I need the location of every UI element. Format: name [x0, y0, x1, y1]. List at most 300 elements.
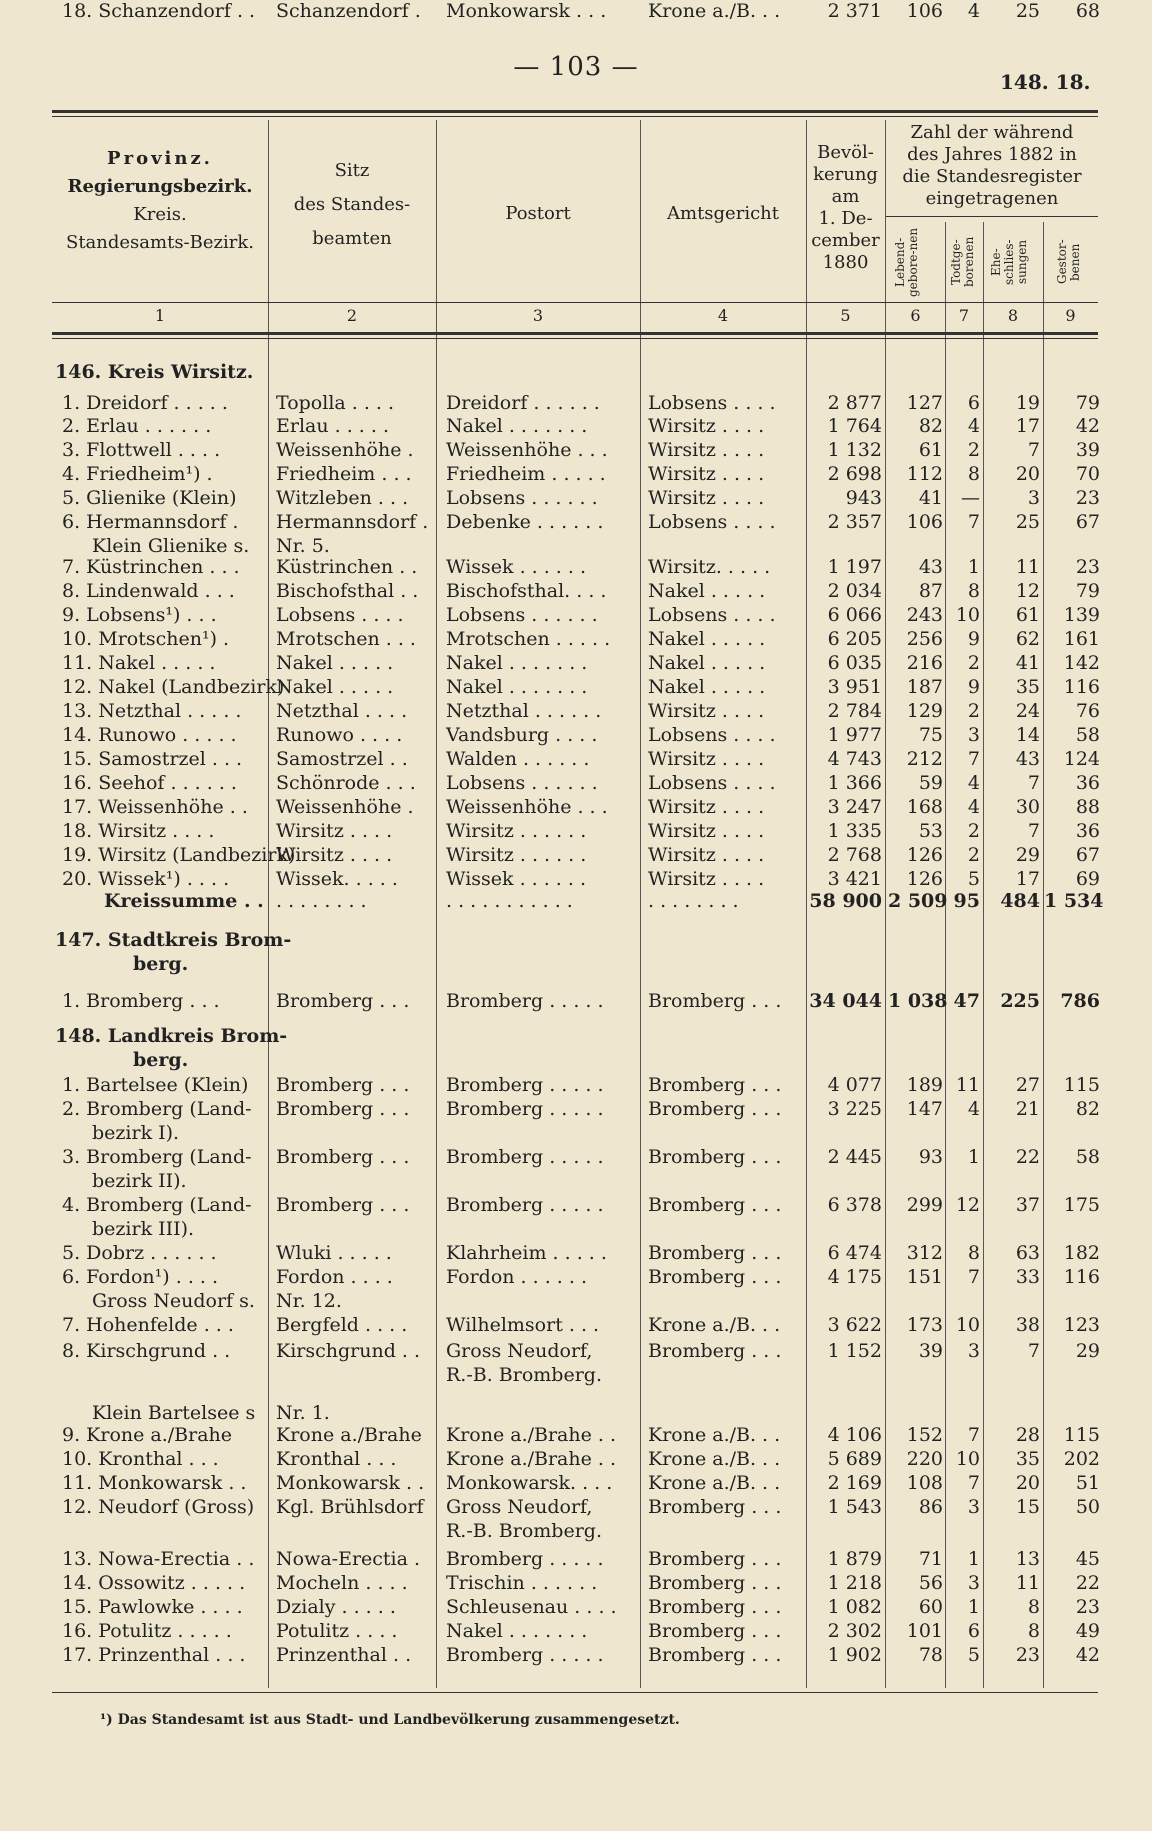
cell-name: 13. Netzthal . . . . .	[62, 700, 242, 722]
cell-tod: 3	[967, 724, 980, 746]
cell-sitz: Schönrode . . .	[276, 772, 416, 794]
cell-bev: 6 378	[827, 1194, 882, 1216]
cell-sitz: Wirsitz . . . .	[276, 844, 393, 866]
cell-leb: 60	[918, 1596, 943, 1618]
cell-sitz: . . . . . . . .	[276, 890, 367, 912]
cell-postort: Gross Neudorf,	[446, 1496, 593, 1518]
header-sitz-line: Sitz	[334, 160, 370, 181]
header-group-line: eingetragenen	[925, 188, 1059, 209]
cell-leb: 151	[906, 1266, 943, 1288]
cell-gest: 115	[1063, 1424, 1100, 1446]
cell-sitz: Lobsens . . . .	[276, 604, 404, 626]
cell-postort: Bischofsthal. . . .	[446, 580, 607, 602]
cell-sitz: Monkowarsk . .	[276, 1472, 425, 1494]
cell-name: 3. Flottwell . . . .	[62, 439, 221, 461]
cell-amt: Bromberg . . .	[648, 1074, 782, 1096]
cell-tod: 9	[967, 676, 980, 698]
cell-ehe: 13	[1015, 1548, 1040, 1570]
table-row	[0, 748, 1152, 770]
cell-bev: 1 543	[827, 1496, 882, 1518]
cell-tod: 2	[967, 820, 980, 842]
cell-tod: 7	[967, 511, 980, 533]
cell-amt: Bromberg . . .	[648, 1098, 782, 1120]
cell-sitz: Nakel . . . . .	[276, 652, 394, 674]
table-row	[0, 1644, 1152, 1666]
cell-postort: Mrotschen . . . . .	[446, 628, 611, 650]
cell-amt: Wirsitz . . . .	[648, 463, 765, 485]
cell-ehe: 37	[1015, 1194, 1040, 1216]
cell-gest: 42	[1075, 415, 1100, 437]
cell-name: 2. Erlau . . . . . .	[62, 415, 212, 437]
header-bev-line: 1880	[822, 252, 869, 273]
header-sitz	[268, 160, 436, 250]
section-title	[55, 360, 253, 384]
table-bottom-rule	[52, 1692, 1098, 1693]
cell-postort: Netzthal . . . . . .	[446, 700, 602, 722]
table-row	[0, 1290, 1152, 1312]
cell-name: 14. Ossowitz . . . . .	[62, 1572, 246, 1594]
cell-ehe: 24	[1015, 700, 1040, 722]
cell-tod: 4	[967, 772, 980, 794]
cell-name: Gross Neudorf s.	[92, 1290, 255, 1312]
column-number: 8	[1007, 306, 1019, 325]
cell-amt: Nakel . . . . .	[648, 652, 766, 674]
cell-postort: Trischin . . . . . .	[446, 1572, 598, 1594]
header-sitz-line: des Standes-	[293, 194, 411, 215]
header-provinz	[52, 148, 268, 254]
cell-amt: Bromberg . . .	[648, 990, 782, 1012]
cell-ehe: 20	[1015, 1472, 1040, 1494]
cell-gest: 82	[1075, 1098, 1100, 1120]
cell-gest: 88	[1075, 796, 1100, 818]
cell-postort: Bromberg . . . . .	[446, 1098, 604, 1120]
cell-sitz: Topolla . . . .	[276, 392, 395, 414]
header-bevoelkerung	[806, 142, 885, 274]
cell-bev: 6 474	[827, 1242, 882, 1264]
cell-sitz: Wissek. . . . .	[276, 868, 398, 890]
cell-tod: 2	[967, 439, 980, 461]
cell-sitz: Kgl. Brühlsdorf	[276, 1496, 424, 1518]
table-row	[0, 1146, 1152, 1168]
cell-name: 11. Nakel . . . . .	[62, 652, 216, 674]
cell-ehe: 15	[1015, 1496, 1040, 1518]
cell-ehe: 25	[1015, 0, 1040, 22]
cell-tod: 10	[955, 1448, 980, 1470]
table-row	[0, 700, 1152, 722]
cell-amt: Bromberg . . .	[648, 1496, 782, 1518]
cell-gest: 116	[1063, 676, 1100, 698]
cell-bev: 4 743	[827, 748, 882, 770]
cell-tod: 6	[967, 1620, 980, 1642]
cell-tod: —	[961, 487, 980, 509]
section-title-line: 147. Stadtkreis Brom-	[55, 929, 292, 951]
cell-amt: . . . . . . . .	[648, 890, 739, 912]
cell-name: Klein Bartelsee s	[92, 1402, 256, 1424]
cell-ehe: 41	[1015, 652, 1040, 674]
cell-leb: 216	[906, 652, 943, 674]
cell-postort: Nakel . . . . . . .	[446, 676, 588, 698]
cell-leb: 53	[918, 820, 943, 842]
cell-ehe: 8	[1027, 1596, 1040, 1618]
cell-name: 2. Bromberg (Land-	[62, 1098, 252, 1120]
cell-leb: 71	[918, 1548, 943, 1570]
header-bev-line: Bevöl-	[817, 142, 874, 163]
table-row	[0, 1170, 1152, 1192]
cell-leb: 39	[918, 1340, 943, 1362]
cell-bev: 1 132	[827, 439, 882, 461]
cell-bev: 4 175	[827, 1266, 882, 1288]
table-row	[0, 1218, 1152, 1240]
table-row	[0, 1572, 1152, 1594]
section-title-line: 146. Kreis Wirsitz.	[55, 361, 254, 383]
cell-leb: 212	[906, 748, 943, 770]
cell-bev: 6 035	[827, 652, 882, 674]
cell-postort: Bromberg . . . . .	[446, 1146, 604, 1168]
cell-sitz: Nr. 12.	[276, 1290, 342, 1312]
cell-postort: Bromberg . . . . .	[446, 1644, 604, 1666]
cell-postort: Klahrheim . . . . .	[446, 1242, 607, 1264]
group-rule	[886, 216, 1098, 217]
cell-tod: 8	[967, 1242, 980, 1264]
page-number: — 103 —	[513, 52, 639, 82]
section-title-line: 148. Landkreis Brom-	[55, 1025, 288, 1047]
cell-name: bezirk II).	[92, 1170, 187, 1192]
cell-name: 12. Nakel (Landbezirk)	[62, 676, 285, 698]
cell-ehe: 14	[1015, 724, 1040, 746]
header-zahl-group	[886, 122, 1098, 210]
cell-gest: 115	[1063, 1074, 1100, 1096]
cell-gest: 39	[1075, 439, 1100, 461]
cell-amt: Krone a./B. . .	[648, 1314, 781, 1336]
cell-ehe: 35	[1015, 1448, 1040, 1470]
cell-gest: 161	[1063, 628, 1100, 650]
cell-tod: 1	[967, 1548, 980, 1570]
cell-leb: 152	[906, 1424, 943, 1446]
cell-name: 5. Dobrz . . . . . .	[62, 1242, 217, 1264]
cell-postort: Bromberg . . . . .	[446, 990, 604, 1012]
header-bottom-rule	[52, 332, 1098, 335]
cell-bev: 2 169	[827, 1472, 882, 1494]
cell-ehe: 20	[1015, 463, 1040, 485]
header-amtsgericht: Amtsgericht	[667, 203, 779, 224]
cell-postort: . . . . . . . . . . .	[446, 890, 573, 912]
header-lebendgeborenen: Lebend-gebore-nen	[893, 227, 920, 297]
cell-amt: Lobsens . . . .	[648, 772, 776, 794]
table-row	[0, 604, 1152, 626]
cell-sitz: Erlau . . . . .	[276, 415, 389, 437]
cell-gest: 68	[1075, 0, 1100, 22]
cell-leb: 147	[906, 1098, 943, 1120]
cell-sitz: Mocheln . . . .	[276, 1572, 408, 1594]
cell-postort: Wirsitz . . . . . .	[446, 844, 587, 866]
cell-name: 7. Hohenfelde . . .	[62, 1314, 234, 1336]
cell-amt: Wirsitz . . . .	[648, 868, 765, 890]
table-row	[0, 1098, 1152, 1120]
header-gestorbenen: Gestor-benen	[1055, 239, 1082, 285]
cell-postort: Bromberg . . . . .	[446, 1194, 604, 1216]
cell-name: 15. Pawlowke . . . .	[62, 1596, 243, 1618]
cell-gest: 51	[1075, 1472, 1100, 1494]
cell-bev: 2 357	[827, 511, 882, 533]
cell-gest: 79	[1075, 392, 1100, 414]
cell-tod: 5	[967, 868, 980, 890]
cell-postort: Krone a./Brahe . .	[446, 1448, 617, 1470]
cell-name: 20. Wissek¹) . . . .	[62, 868, 230, 890]
cell-leb: 108	[906, 1472, 943, 1494]
cell-sitz: Weissenhöhe .	[276, 439, 414, 461]
cell-sitz: Potulitz . . . .	[276, 1620, 398, 1642]
cell-sitz: Friedheim . . .	[276, 463, 412, 485]
cell-name: 11. Monkowarsk . .	[62, 1472, 247, 1494]
cell-bev: 2 877	[827, 392, 882, 414]
cell-leb: 41	[918, 487, 943, 509]
cell-ehe: 12	[1015, 580, 1040, 602]
cell-leb: 59	[918, 772, 943, 794]
cell-gest: 22	[1075, 1572, 1100, 1594]
cell-postort: Weissenhöhe . . .	[446, 796, 608, 818]
cell-leb: 126	[906, 844, 943, 866]
cell-leb: 56	[918, 1572, 943, 1594]
cell-amt: Wirsitz . . . .	[648, 820, 765, 842]
cell-name: 14. Runowo . . . . .	[62, 724, 237, 746]
cell-ehe: 23	[1015, 1644, 1040, 1666]
cell-name: 5. Glienike (Klein)	[62, 487, 237, 509]
cell-tod: 5	[967, 1644, 980, 1666]
column-number: 6	[910, 306, 921, 325]
section-title	[55, 928, 291, 976]
cell-leb: 75	[918, 724, 943, 746]
table-row	[0, 1424, 1152, 1446]
cell-postort: Lobsens . . . . . .	[446, 487, 598, 509]
cell-name: bezirk III).	[92, 1218, 195, 1240]
cell-name: 9. Krone a./Brahe	[62, 1424, 233, 1446]
cell-ehe: 7	[1027, 820, 1040, 842]
cell-name: Kreissumme . .	[104, 890, 264, 912]
table-row	[0, 1596, 1152, 1618]
footnote: ¹) Das Standesamt ist aus Stadt- und Landbevölkerung zusammengesetzt.	[100, 1712, 680, 1728]
table-row	[0, 844, 1152, 866]
table-row	[0, 772, 1152, 794]
cell-amt: Lobsens . . . .	[648, 392, 776, 414]
cell-name: 7. Küstrinchen . . .	[62, 556, 240, 578]
cell-sitz: Netzthal . . . .	[276, 700, 408, 722]
table-row	[0, 1520, 1152, 1542]
cell-gest: 67	[1075, 511, 1100, 533]
cell-bev: 2 302	[827, 1620, 882, 1642]
cell-postort: Bromberg . . . . .	[446, 1074, 604, 1096]
column-number: 9	[1065, 306, 1076, 325]
cell-sitz: Küstrinchen . .	[276, 556, 418, 578]
cell-amt: Wirsitz . . . .	[648, 700, 765, 722]
cell-leb: 43	[918, 556, 943, 578]
cell-leb: 187	[906, 676, 943, 698]
table-row	[0, 1620, 1152, 1642]
cell-tod: 95	[953, 890, 980, 912]
cell-leb: 78	[918, 1644, 943, 1666]
header-group-line: des Jahres 1882 in	[907, 144, 1077, 165]
cell-name: 6. Hermannsdorf .	[62, 511, 239, 533]
cell-postort: Nakel . . . . . . .	[446, 415, 588, 437]
cell-name: 13. Nowa-Erectia . .	[62, 1548, 255, 1570]
cell-sitz: Bromberg . . .	[276, 1098, 410, 1120]
cell-bev: 3 951	[827, 676, 882, 698]
header-rule	[52, 302, 1098, 303]
column-number: 2	[346, 306, 358, 325]
cell-sitz: Wluki . . . . .	[276, 1242, 392, 1264]
cell-postort: Debenke . . . . . .	[446, 511, 604, 533]
cell-bev: 1 977	[827, 724, 882, 746]
cell-sitz: Schanzendorf .	[276, 0, 421, 22]
section-title-line: berg.	[133, 953, 189, 975]
top-rule	[52, 110, 1098, 113]
cell-name: 19. Wirsitz (Landbezirk)	[62, 844, 296, 866]
cell-bev: 1 764	[827, 415, 882, 437]
cell-postort: Friedheim . . . . .	[446, 463, 606, 485]
cell-leb: 312	[906, 1242, 943, 1264]
table-row	[0, 676, 1152, 698]
cell-amt: Bromberg . . .	[648, 1266, 782, 1288]
table-row	[0, 1364, 1152, 1386]
cell-postort: Monkowarsk. . . .	[446, 1472, 613, 1494]
cell-tod: 8	[967, 463, 980, 485]
cell-name: 17. Weissenhöhe . .	[62, 796, 248, 818]
cell-ehe: 17	[1015, 415, 1040, 437]
cell-amt: Bromberg . . .	[648, 1146, 782, 1168]
cell-gest: 139	[1063, 604, 1100, 626]
cell-postort: Lobsens . . . . . .	[446, 772, 598, 794]
cell-postort: Wilhelmsort . . .	[446, 1314, 600, 1336]
cell-gest: 67	[1075, 844, 1100, 866]
cell-name: 10. Mrotschen¹) .	[62, 628, 230, 650]
cell-postort: Krone a./Brahe . .	[446, 1424, 617, 1446]
cell-amt: Bromberg . . .	[648, 1242, 782, 1264]
cell-gest: 182	[1063, 1242, 1100, 1264]
cell-gest: 123	[1063, 1314, 1100, 1336]
cell-bev: 3 225	[827, 1098, 882, 1120]
cell-sitz: Prinzenthal . .	[276, 1644, 412, 1666]
cell-ehe: 35	[1015, 676, 1040, 698]
cell-amt: Krone a./B. . .	[648, 1472, 781, 1494]
cell-ehe: 3	[1027, 487, 1040, 509]
cell-postort: Bromberg . . . . .	[446, 1548, 604, 1570]
cell-sitz: Nowa-Erectia .	[276, 1548, 421, 1570]
cell-bev: 6 066	[827, 604, 882, 626]
cell-gest: 58	[1075, 724, 1100, 746]
cell-ehe: 7	[1027, 1340, 1040, 1362]
cell-name: 6. Fordon¹) . . . .	[62, 1266, 219, 1288]
cell-ehe: 25	[1015, 511, 1040, 533]
cell-sitz: Nr. 5.	[276, 535, 330, 557]
header-standesamt-line: Standesamts-Bezirk.	[65, 232, 254, 253]
cell-tod: 47	[953, 990, 980, 1012]
cell-sitz: Samostrzel . .	[276, 748, 408, 770]
cell-amt: Nakel . . . . .	[648, 580, 766, 602]
cell-ehe: 28	[1015, 1424, 1040, 1446]
cell-amt: Nakel . . . . .	[648, 628, 766, 650]
cell-bev: 3 421	[827, 868, 882, 890]
cell-bev: 4 077	[827, 1074, 882, 1096]
cell-name: 17. Prinzenthal . . .	[62, 1644, 246, 1666]
header-group-line: die Standesregister	[902, 166, 1082, 187]
cell-name: Klein Glienike s.	[92, 535, 250, 557]
cell-name: 9. Lobsens¹) . . .	[62, 604, 217, 626]
cell-ehe: 225	[1000, 990, 1040, 1012]
header-bev-line: cember	[811, 230, 880, 251]
cell-gest: 76	[1075, 700, 1100, 722]
cell-amt: Bromberg . . .	[648, 1548, 782, 1570]
cell-gest: 50	[1075, 1496, 1100, 1518]
cell-sitz: Dzialy . . . . .	[276, 1596, 396, 1618]
cell-postort: Walden . . . . . .	[446, 748, 590, 770]
cell-bev: 58 900	[809, 890, 882, 912]
cell-ehe: 17	[1015, 868, 1040, 890]
cell-name: 16. Seehof . . . . . .	[62, 772, 237, 794]
cell-leb: 106	[906, 0, 943, 22]
cell-bev: 1 082	[827, 1596, 882, 1618]
cell-ehe: 11	[1015, 1572, 1040, 1594]
cell-name: 18. Wirsitz . . . .	[62, 820, 215, 842]
column-number: 3	[532, 306, 544, 325]
table-row	[0, 1074, 1152, 1096]
cell-bev: 1 197	[827, 556, 882, 578]
cell-ehe: 11	[1015, 556, 1040, 578]
cell-bev: 34 044	[809, 990, 882, 1012]
cell-tod: 1	[967, 1146, 980, 1168]
table-row	[0, 580, 1152, 602]
cell-tod: 7	[967, 748, 980, 770]
cell-gest: 42	[1075, 1644, 1100, 1666]
cell-ehe: 30	[1015, 796, 1040, 818]
cell-leb: 61	[918, 439, 943, 461]
cell-sitz: Weissenhöhe .	[276, 796, 414, 818]
table-row	[0, 796, 1152, 818]
cell-name: 10. Kronthal . . .	[62, 1448, 219, 1470]
cell-amt: Bromberg . . .	[648, 1644, 782, 1666]
cell-name: 1. Bromberg . . .	[62, 990, 220, 1012]
cell-ehe: 7	[1027, 772, 1040, 794]
cell-amt: Krone a./B. . .	[648, 1448, 781, 1470]
cell-sitz: Nakel . . . . .	[276, 676, 394, 698]
cell-amt: Wirsitz . . . .	[648, 796, 765, 818]
cell-tod: 1	[967, 556, 980, 578]
cell-bev: 4 106	[827, 1424, 882, 1446]
table-row	[0, 392, 1152, 414]
cell-sitz: Hermannsdorf .	[276, 511, 429, 533]
table-row	[0, 868, 1152, 890]
table-row	[0, 1314, 1152, 1336]
header-group-line: Zahl der während	[910, 122, 1074, 143]
header-sitz-line: beamten	[312, 228, 392, 249]
table-row	[0, 0, 1152, 22]
table-row	[0, 990, 1152, 1012]
cell-leb: 112	[906, 463, 943, 485]
cell-leb: 173	[906, 1314, 943, 1336]
cell-bev: 2 784	[827, 700, 882, 722]
cell-sitz: Bergfeld . . . .	[276, 1314, 408, 1336]
cell-amt: Wirsitz . . . .	[648, 415, 765, 437]
cell-postort: Wissek . . . . . .	[446, 868, 587, 890]
cell-leb: 1 038	[888, 990, 948, 1012]
section-title-line: berg.	[133, 1049, 189, 1071]
cell-leb: 126	[906, 868, 943, 890]
cell-bev: 2 371	[827, 0, 882, 22]
cell-gest: 175	[1063, 1194, 1100, 1216]
cell-gest: 23	[1075, 1596, 1100, 1618]
cell-leb: 93	[918, 1146, 943, 1168]
cell-tod: 9	[967, 628, 980, 650]
header-todtgeborenen: Todtge-borenen	[949, 236, 976, 288]
cell-gest: 142	[1063, 652, 1100, 674]
